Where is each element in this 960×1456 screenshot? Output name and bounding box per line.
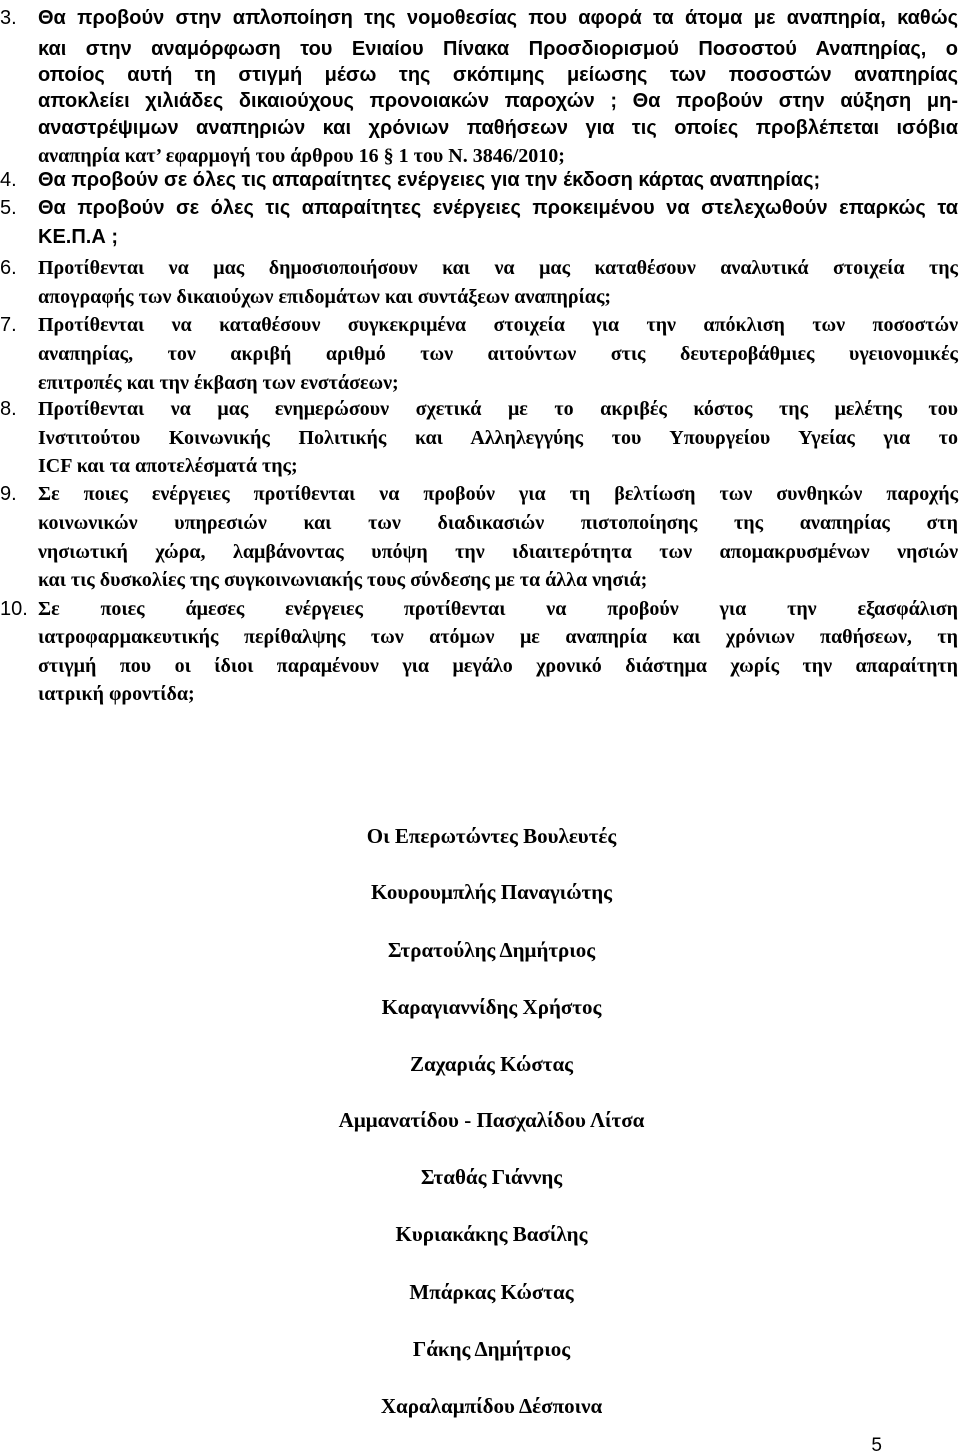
signatory-name: Χαραλαμπίδου Δέσποινα: [380, 1394, 603, 1418]
item-line: και τις δυσκολίες της συγκοινωνιακής τους σύνδεσης με τα άλλα νησιά;: [38, 569, 648, 591]
item-number: 5.: [0, 197, 17, 219]
item-line: Προτίθενται να καταθέσουν συγκεκριμένα στοιχεία για την απόκλιση των ποσοστών: [38, 314, 958, 336]
item-line: ICF και τα αποτελέσματά της;: [38, 455, 298, 477]
item-number: 6.: [0, 257, 17, 279]
item-line: Σε ποιες ενέργειες προτίθενται να προβούν για τη βελτίωση των συνθηκών παροχής: [38, 483, 958, 505]
signatory-name: Γάκης Δημήτριος: [412, 1337, 571, 1361]
item-line: Θα προβούν σε όλες τις απαραίτητες ενέργειες προκειμένου να στελεχωθούν επαρκώς τα: [38, 197, 958, 219]
signatory-name: Αμμανατίδου - Πασχαλίδου Λίτσα: [338, 1108, 645, 1132]
item-line: αναπηρίας, τον ακριβή αριθμό των αιτούντων στις δευτεροβάθμιες υγειονομικές: [38, 343, 958, 365]
signatory-name: Σταθάς Γιάννης: [420, 1165, 563, 1189]
item-line: Σε ποιες άμεσες ενέργειες προτίθενται να προβούν για την εξασφάλιση: [38, 598, 958, 620]
item-number: 10.: [0, 598, 28, 620]
item-line: Προτίθενται να μας ενημερώσουν σχετικά με το ακριβές κόστος της μελέτης του: [38, 398, 958, 420]
item-number: 3.: [0, 7, 17, 29]
signatories-heading: Οι Επερωτώντες Βουλευτές: [366, 824, 617, 848]
signatory-name: Στρατούλης Δημήτριος: [387, 938, 596, 962]
item-line: και στην αναμόρφωση του Ενιαίου Πίνακα Προσδιορισμού Ποσοστού Αναπηρίας, ο: [38, 38, 958, 60]
item-line: ΚΕ.Π.Α ;: [38, 226, 118, 248]
item-line: Θα προβούν στην απλοποίηση της νομοθεσίας που αφορά τα άτομα με αναπηρία, καθώς: [38, 7, 958, 29]
item-line: νησιωτική χώρα, λαμβάνοντας υπόψη την ιδιαιτερότητα των απομακρυσμένων νησιών: [38, 541, 958, 563]
item-line: Προτίθενται να μας δημοσιοποιήσουν και να μας καταθέσουν αναλυτικά στοιχεία της: [38, 257, 958, 279]
item-number: 9.: [0, 483, 17, 505]
item-line: αναπηρία κατ’ εφαρμογή του άρθρου 16 § 1 του Ν. 3846/2010;: [38, 145, 565, 167]
signatory-name: Κουρουμπλής Παναγιώτης: [370, 880, 613, 904]
item-line: κοινωνικών υπηρεσιών και των διαδικασιών πιστοποίησης της αναπηρίας στη: [38, 512, 958, 534]
signatory-name: Κυριακάκης Βασίλης: [395, 1222, 588, 1246]
page-number: 5: [871, 1435, 882, 1456]
item-line: απογραφής των δικαιούχων επιδομάτων και συντάξεων αναπηρίας;: [38, 286, 612, 308]
item-number: 7.: [0, 314, 17, 336]
item-line: Θα προβούν σε όλες τις απαραίτητες ενέργειες για την έκδοση κάρτας αναπηρίας;: [38, 169, 821, 191]
signatory-name: Μπάρκας Κώστας: [409, 1280, 574, 1304]
item-number: 4.: [0, 169, 17, 191]
item-line: αναστρέψιμων αναπηριών και χρόνιων παθήσεων για τις οποίες προβλέπεται ισόβια: [38, 117, 958, 139]
item-line: ιατρική φροντίδα;: [38, 683, 195, 705]
item-line: στιγμή που οι ίδιοι παραμένουν για μεγάλο χρονικό διάστημα χωρίς την απαραίτητη: [38, 655, 958, 677]
item-line: επιτροπές και την έκβαση των ενστάσεων;: [38, 372, 399, 394]
item-line: Ινστιτούτου Κοινωνικής Πολιτικής και Αλληλεγγύης του Υπουργείου Υγείας για το: [38, 427, 958, 449]
item-number: 8.: [0, 398, 17, 420]
item-line: ιατροφαρμακευτικής περίθαλψης των ατόμων με αναπηρία και χρόνιων παθήσεων, τη: [38, 626, 958, 648]
item-line: αποκλείει χιλιάδες δικαιούχους προνοιακών παροχών ; Θα προβούν στην αύξηση μη-: [38, 90, 958, 112]
signatory-name: Καραγιαννίδης Χρήστος: [381, 995, 602, 1019]
item-line: οποίος αυτή τη στιγμή μέσω της σκόπιμης μείωσης των ποσοστών αναπηρίας: [38, 64, 958, 86]
signatory-name: Ζαχαριάς Κώστας: [409, 1052, 574, 1076]
